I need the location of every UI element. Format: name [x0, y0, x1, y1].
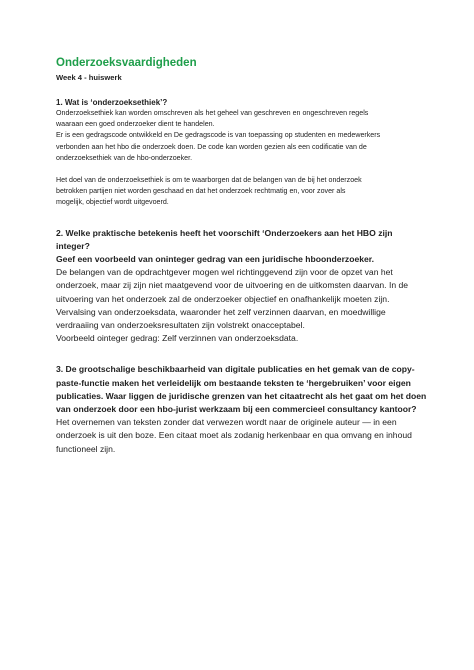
- answer-3-line: Het overnemen van teksten zonder dat verwezen wordt naar de originele auteur — in een: [56, 417, 397, 428]
- document-title: Onderzoeksvaardigheden: [56, 57, 197, 69]
- answer-1-goal-line: mogelijk, objectief wordt uitgevoerd.: [56, 198, 169, 207]
- answer-1-line: verbonden aan het hbo die onderzoek doen. De code kan worden gezien als een codificatie van de: [56, 142, 367, 151]
- answer-1-goal-line: betrokken partijen niet worden geschaad en dat het onderzoek rechtmatig en, voor zover als: [56, 187, 346, 196]
- answer-2-line: verdraaiing van onderzoeksresultaten zijn volstrekt onacceptabel.: [56, 320, 305, 331]
- answer-2-line: Vervalsing van onderzoeksdata, waaronder het zelf verzinnen daarvan, en moedwillige: [56, 306, 386, 317]
- answer-3-line: onderzoek is uit den boze. Een citaat moet als zodanig herkenbaar en qua omvang en inhoud: [56, 430, 412, 441]
- answer-2-line: onderzoek, maar zij zijn niet maatgevend voor de uitvoering en de uitkomsten daarvan. In de: [56, 280, 409, 291]
- question-3-heading: van onderzoek door een hbo-jurist werkzaam bij een commercieel consultancy kantoor?: [56, 404, 417, 415]
- question-3-section: [56, 363, 428, 455]
- question-3-heading: paste-functie maken het verleidelijk om bestaande teksten te ‘hergebruiken’ voor eigen: [56, 377, 411, 388]
- answer-2-line: De belangen van de opdrachtgever mogen wel richtinggevend zijn voor de opzet van het: [56, 267, 393, 278]
- answer-1-line: Onderzoeksethiek kan worden omschreven als het geheel van geschreven en ongeschreven regels: [56, 109, 369, 117]
- question-2-section: [56, 227, 428, 346]
- question-2-heading: Geef een voorbeeld van oninteger gedrag van een juridische hboonderzoeker.: [56, 254, 375, 265]
- answer-1-line: onderzoeksethiek van de hbo-onderzoeker.: [56, 153, 193, 162]
- answer-2-line: Voorbeeld ointeger gedrag: Zelf verzinnen van onderzoeksdata.: [56, 333, 299, 344]
- question-1-heading: 1. Wat is ‘onderzoeksethiek’?: [56, 98, 168, 107]
- answer-1-line: waaraan een goed onderzoeker dient te handelen.: [56, 120, 215, 129]
- answer-1-line: Er is een gedragscode ontwikkeld en De gedragscode is van toepassing op studenten en medewerkers: [56, 131, 381, 140]
- answer-2-line: uitvoering van het onderzoek zal de onderzoeker objectief en onafhankelijk moeten zijn.: [56, 293, 390, 304]
- answer-3-line: functioneel zijn.: [56, 443, 116, 454]
- question-3-heading: 3. De grootschalige beschikbaarheid van digitale publicaties en het gemak van de copy-: [56, 364, 415, 375]
- document-subtitle: Week 4 - huiswerk: [56, 73, 122, 82]
- question-2-heading: 2. Welke praktische betekenis heeft het voorschift ‘Onderzoekers aan het HBO zijn integer?: [56, 227, 393, 251]
- question-1-section: [56, 97, 428, 209]
- question-3-heading: publicaties. Waar liggen de juridische grenzen van het citaatrecht als het gaat om het doen: [56, 390, 427, 401]
- answer-1-goal-line: Het doel van de onderzoeksethiek is om te waarborgen dat de belangen van de bij het onderzoek: [56, 176, 362, 185]
- document-body: [56, 56, 428, 456]
